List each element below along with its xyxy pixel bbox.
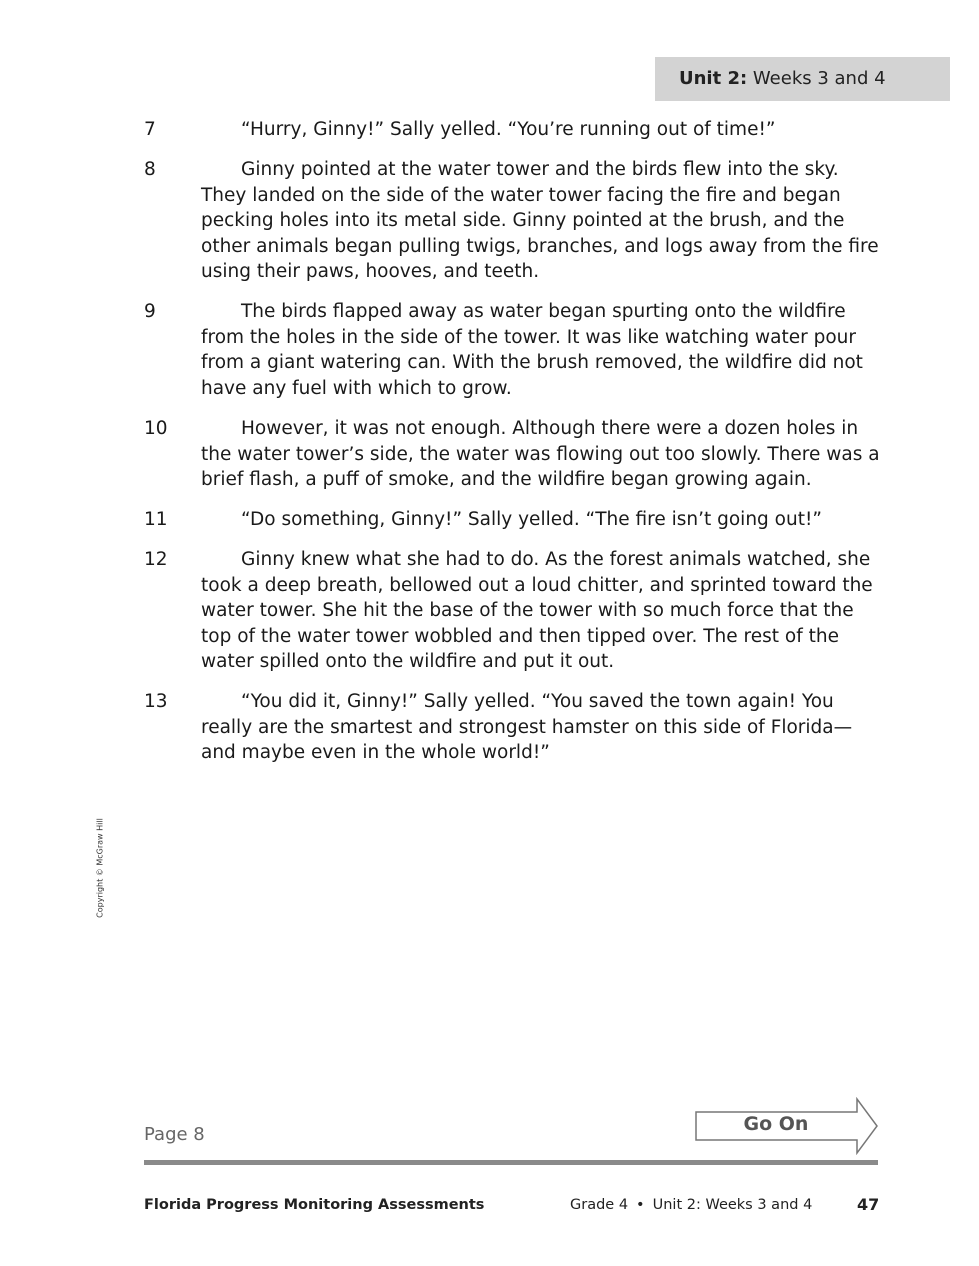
paragraph-number: 9 [144,301,156,322]
paragraph-number: 13 [144,691,168,712]
paragraph-number: 12 [144,549,168,570]
footer-grade: Grade 4 [570,1197,629,1213]
footer-page-number: 47 [857,1195,880,1214]
paragraph-number: 10 [144,418,168,439]
paragraph-text: Ginny pointed at the water tower and the birds flew into the sky. They landed on the side of the water tower facing the fire and began pecking holes into its metal side. Ginny pointed at the brush, and the other animals began pulling twigs, branches, and logs away from the fire using their paws, hooves, and teeth. [201,159,879,283]
footer-unit: Unit 2: Weeks 3 and 4 [652,1197,813,1213]
footer-grade-unit [570,1197,812,1213]
footer-separator: • [636,1197,645,1213]
go-on-label: Go On [743,1113,809,1135]
paragraph-text: The birds flapped away as water began spurting onto the wildfire from the holes in the side of the tower. It was like watching water pour from a giant watering can. With the brush removed, the wildfire did not have any fuel with which to grow. [201,301,863,399]
paragraph-number: 7 [144,119,156,140]
page-label: Page 8 [144,1124,205,1145]
copyright-notice: Copyright © McGraw Hill [95,818,105,918]
footer-divider [144,1160,878,1165]
paragraph-text: “You did it, Ginny!” Sally yelled. “You saved the town again! You really are the smartest and strongest hamster on this side of Florida—and maybe even in the whole world!” [201,691,853,764]
paragraph-text: “Do something, Ginny!” Sally yelled. “The fire isn’t going out!” [241,509,822,530]
paragraph-text: “Hurry, Ginny!” Sally yelled. “You’re running out of time!” [241,119,776,140]
unit-label: Unit 2: [679,68,748,89]
unit-header-tab [655,57,950,101]
paragraph-number: 8 [144,159,156,180]
paragraph-number: 11 [144,509,168,530]
unit-weeks: Weeks 3 and 4 [747,68,886,89]
go-on-arrow [695,1097,879,1155]
paragraph-text: Ginny knew what she had to do. As the forest animals watched, she took a deep breath, bellowed out a loud chitter, and sprinted toward the water tower. She hit the base of the tower with so much force that the top of the water tower wobbled and then tipped over. The rest of the water spilled onto the wildfire and put it out. [201,549,873,673]
footer-title: Florida Progress Monitoring Assessments [144,1197,485,1213]
paragraph-text: However, it was not enough. Although there were a dozen holes in the water tower’s side, the water was flowing out too slowly. There was a brief flash, a puff of smoke, and the wildfire began growing again. [201,418,880,491]
